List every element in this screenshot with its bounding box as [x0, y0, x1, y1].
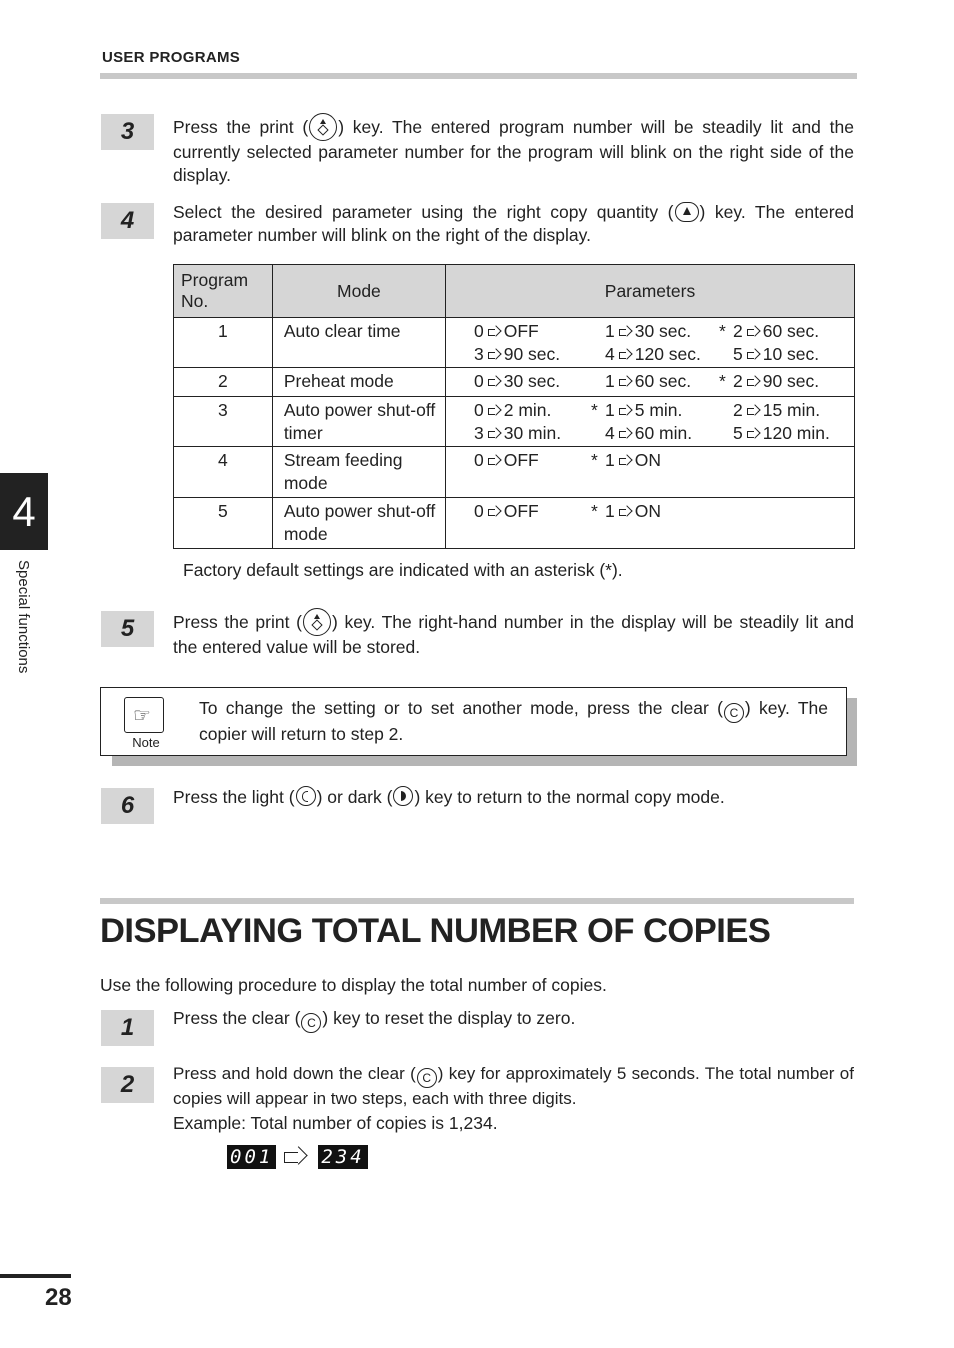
- parameter-value: OFF: [503, 321, 539, 341]
- arrow-icon: [488, 506, 501, 518]
- parameter-number: 2: [733, 371, 743, 391]
- note-text: To change the setting or to set another mode, press the clear ( C ) key. The copier will return to step 2.: [199, 698, 829, 744]
- table-row: [174, 397, 855, 447]
- step-number: 4: [101, 203, 154, 239]
- parameter-option: [591, 500, 733, 523]
- step-number: 1: [101, 1010, 154, 1046]
- program-no-cell: 4: [174, 447, 273, 498]
- parameters-cell: [446, 318, 855, 368]
- arrow-icon: [619, 506, 632, 518]
- example-text: Example: Total number of copies is 1,234.: [173, 1113, 498, 1133]
- parameter-option: [474, 399, 605, 422]
- parameter-option: [474, 500, 605, 523]
- print-key-icon: [309, 113, 337, 141]
- parameter-value: ON: [634, 501, 661, 521]
- mode-cell: Auto power shut-off timer: [272, 397, 445, 447]
- mode-cell: Preheat mode: [272, 368, 445, 397]
- parameter-option: [605, 320, 733, 343]
- chapter-tab: 4: [0, 473, 48, 550]
- arrow-icon: [747, 405, 760, 417]
- parameter-option: [474, 343, 605, 366]
- chapter-label: Special functions: [15, 560, 32, 674]
- parameter-option: [719, 320, 853, 343]
- column-header-mode: Mode: [272, 265, 445, 318]
- parameter-number: 0: [474, 400, 484, 420]
- arrow-icon: [619, 326, 632, 338]
- copy-quantity-up-key-icon: [675, 202, 699, 222]
- step-3-text: Press the print ( ) key. The entered program number will be steadily lit and the currently selected parameter number for the program will blink on the right side of the display.: [173, 113, 854, 186]
- parameter-value: 60 sec.: [762, 321, 820, 341]
- column-header-program-no: Program No.: [174, 265, 273, 318]
- lcd-display-first: 001: [227, 1145, 276, 1169]
- step-4-text: Select the desired parameter using the right copy quantity ( ) key. The entered parameter number will blink on the right of the display.: [173, 202, 855, 245]
- parameter-number: 0: [474, 371, 484, 391]
- parameter-value: 60 min.: [634, 423, 693, 443]
- parameter-option: [474, 449, 605, 472]
- parameter-option: [719, 370, 853, 393]
- clear-key-icon: C: [724, 703, 744, 723]
- footnote: Factory default settings are indicated with an asterisk (*).: [183, 560, 623, 580]
- parameter-value: ON: [634, 450, 661, 470]
- default-marker: *: [591, 400, 598, 420]
- arrow-icon: [619, 428, 632, 440]
- parameter-value: 90 sec.: [503, 344, 561, 364]
- parameter-number: 1: [605, 450, 615, 470]
- table-row: [174, 368, 855, 397]
- section-rule: [100, 898, 854, 904]
- parameter-number: 5: [733, 423, 743, 443]
- parameter-option: [733, 343, 853, 366]
- program-no-cell: 1: [174, 318, 273, 368]
- section-header: USER PROGRAMS: [102, 49, 241, 66]
- parameter-value: OFF: [503, 501, 539, 521]
- step-5-text: Press the print ( ) key. The right-hand number in the display will be steadily lit and the entered value will be stored.: [173, 608, 854, 659]
- parameter-number: 1: [605, 321, 615, 341]
- section-title: DISPLAYING TOTAL NUMBER OF COPIES: [100, 912, 771, 950]
- parameter-number: 4: [605, 344, 615, 364]
- step-number: 2: [101, 1067, 154, 1103]
- parameter-number: 3: [474, 344, 484, 364]
- arrow-icon: [284, 1146, 310, 1168]
- program-no-cell: 5: [174, 498, 273, 549]
- arrow-icon: [747, 326, 760, 338]
- parameter-number: 1: [605, 501, 615, 521]
- pointing-hand-icon: ☞: [133, 705, 151, 727]
- note-label: Note: [132, 735, 160, 750]
- step-number: 5: [101, 611, 154, 647]
- arrow-icon: [747, 428, 760, 440]
- light-key-icon: [296, 786, 316, 806]
- parameter-value: 5 min.: [634, 400, 683, 420]
- arrow-icon: [619, 405, 632, 417]
- parameters-cell: [446, 447, 855, 498]
- parameter-number: 5: [733, 344, 743, 364]
- parameter-value: 30 sec.: [503, 371, 561, 391]
- arrow-icon: [488, 376, 501, 388]
- parameter-option: [605, 370, 733, 393]
- page-number-rule: [0, 1274, 71, 1278]
- arrow-icon: [488, 349, 501, 361]
- default-marker: *: [719, 371, 726, 391]
- page-number: 28: [45, 1284, 72, 1311]
- parameter-option: [605, 343, 733, 366]
- parameters-cell: [446, 397, 855, 447]
- program-no-cell: 3: [174, 397, 273, 447]
- parameter-option: [733, 422, 853, 445]
- section-intro: Use the following procedure to display the total number of copies.: [100, 975, 607, 995]
- print-key-icon: [303, 608, 331, 636]
- parameter-value: 30 min.: [503, 423, 562, 443]
- parameter-number: 4: [605, 423, 615, 443]
- parameter-value: 120 sec.: [634, 344, 701, 364]
- table-row: [174, 447, 855, 498]
- dark-key-icon: [393, 786, 413, 806]
- arrow-icon: [488, 455, 501, 467]
- arrow-icon: [619, 455, 632, 467]
- default-marker: *: [591, 501, 598, 521]
- parameter-number: 2: [733, 400, 743, 420]
- mode-cell: Stream feeding mode: [272, 447, 445, 498]
- parameter-number: 3: [474, 423, 484, 443]
- parameter-value: 90 sec.: [762, 371, 820, 391]
- parameter-option: [591, 449, 733, 472]
- parameter-option: [474, 320, 605, 343]
- column-header-parameters: Parameters: [446, 265, 855, 318]
- parameter-option: [474, 422, 605, 445]
- mode-cell: Auto power shut-off mode: [272, 498, 445, 549]
- parameters-table: [173, 264, 855, 549]
- default-marker: *: [719, 321, 726, 341]
- clear-key-icon: C: [301, 1013, 321, 1033]
- step-6-text: Press the light ( ) or dark ( ) key to return to the normal copy mode.: [173, 787, 725, 807]
- parameters-cell: [446, 368, 855, 397]
- table-row: [174, 498, 855, 549]
- mode-cell: Auto clear time: [272, 318, 445, 368]
- parameter-number: 2: [733, 321, 743, 341]
- default-marker: *: [591, 450, 598, 470]
- section-step-1-text: Press the clear ( C ) key to reset the display to zero.: [173, 1007, 854, 1033]
- arrow-icon: [747, 376, 760, 388]
- clear-key-icon: C: [417, 1068, 437, 1088]
- parameters-cell: [446, 498, 855, 549]
- parameter-number: 1: [605, 371, 615, 391]
- parameter-number: 0: [474, 450, 484, 470]
- parameter-value: 2 min.: [503, 400, 552, 420]
- display-example: [227, 1145, 368, 1169]
- arrow-icon: [619, 349, 632, 361]
- step-number: 3: [101, 114, 154, 150]
- arrow-icon: [488, 428, 501, 440]
- parameter-value: 120 min.: [762, 423, 830, 443]
- lcd-display-second: 234: [318, 1145, 367, 1169]
- arrow-icon: [488, 405, 501, 417]
- table-row: [174, 318, 855, 368]
- header-rule: [100, 73, 857, 79]
- parameter-value: 15 min.: [762, 400, 821, 420]
- step-number: 6: [101, 788, 154, 824]
- parameter-number: 1: [605, 400, 615, 420]
- parameter-number: 0: [474, 321, 484, 341]
- parameter-number: 0: [474, 501, 484, 521]
- arrow-icon: [747, 349, 760, 361]
- parameter-value: 30 sec.: [634, 321, 692, 341]
- parameter-option: [474, 370, 605, 393]
- arrow-icon: [488, 326, 501, 338]
- parameter-value: OFF: [503, 450, 539, 470]
- arrow-icon: [619, 376, 632, 388]
- parameter-option: [591, 399, 733, 422]
- parameter-option: [605, 422, 733, 445]
- program-no-cell: 2: [174, 368, 273, 397]
- parameter-value: 60 sec.: [634, 371, 692, 391]
- parameter-value: 10 sec.: [762, 344, 820, 364]
- parameter-option: [733, 399, 853, 422]
- section-step-2-text: Press and hold down the clear ( C ) key for approximately 5 seconds. The total number of copies will appear in two steps, each with three digits.: [173, 1064, 854, 1108]
